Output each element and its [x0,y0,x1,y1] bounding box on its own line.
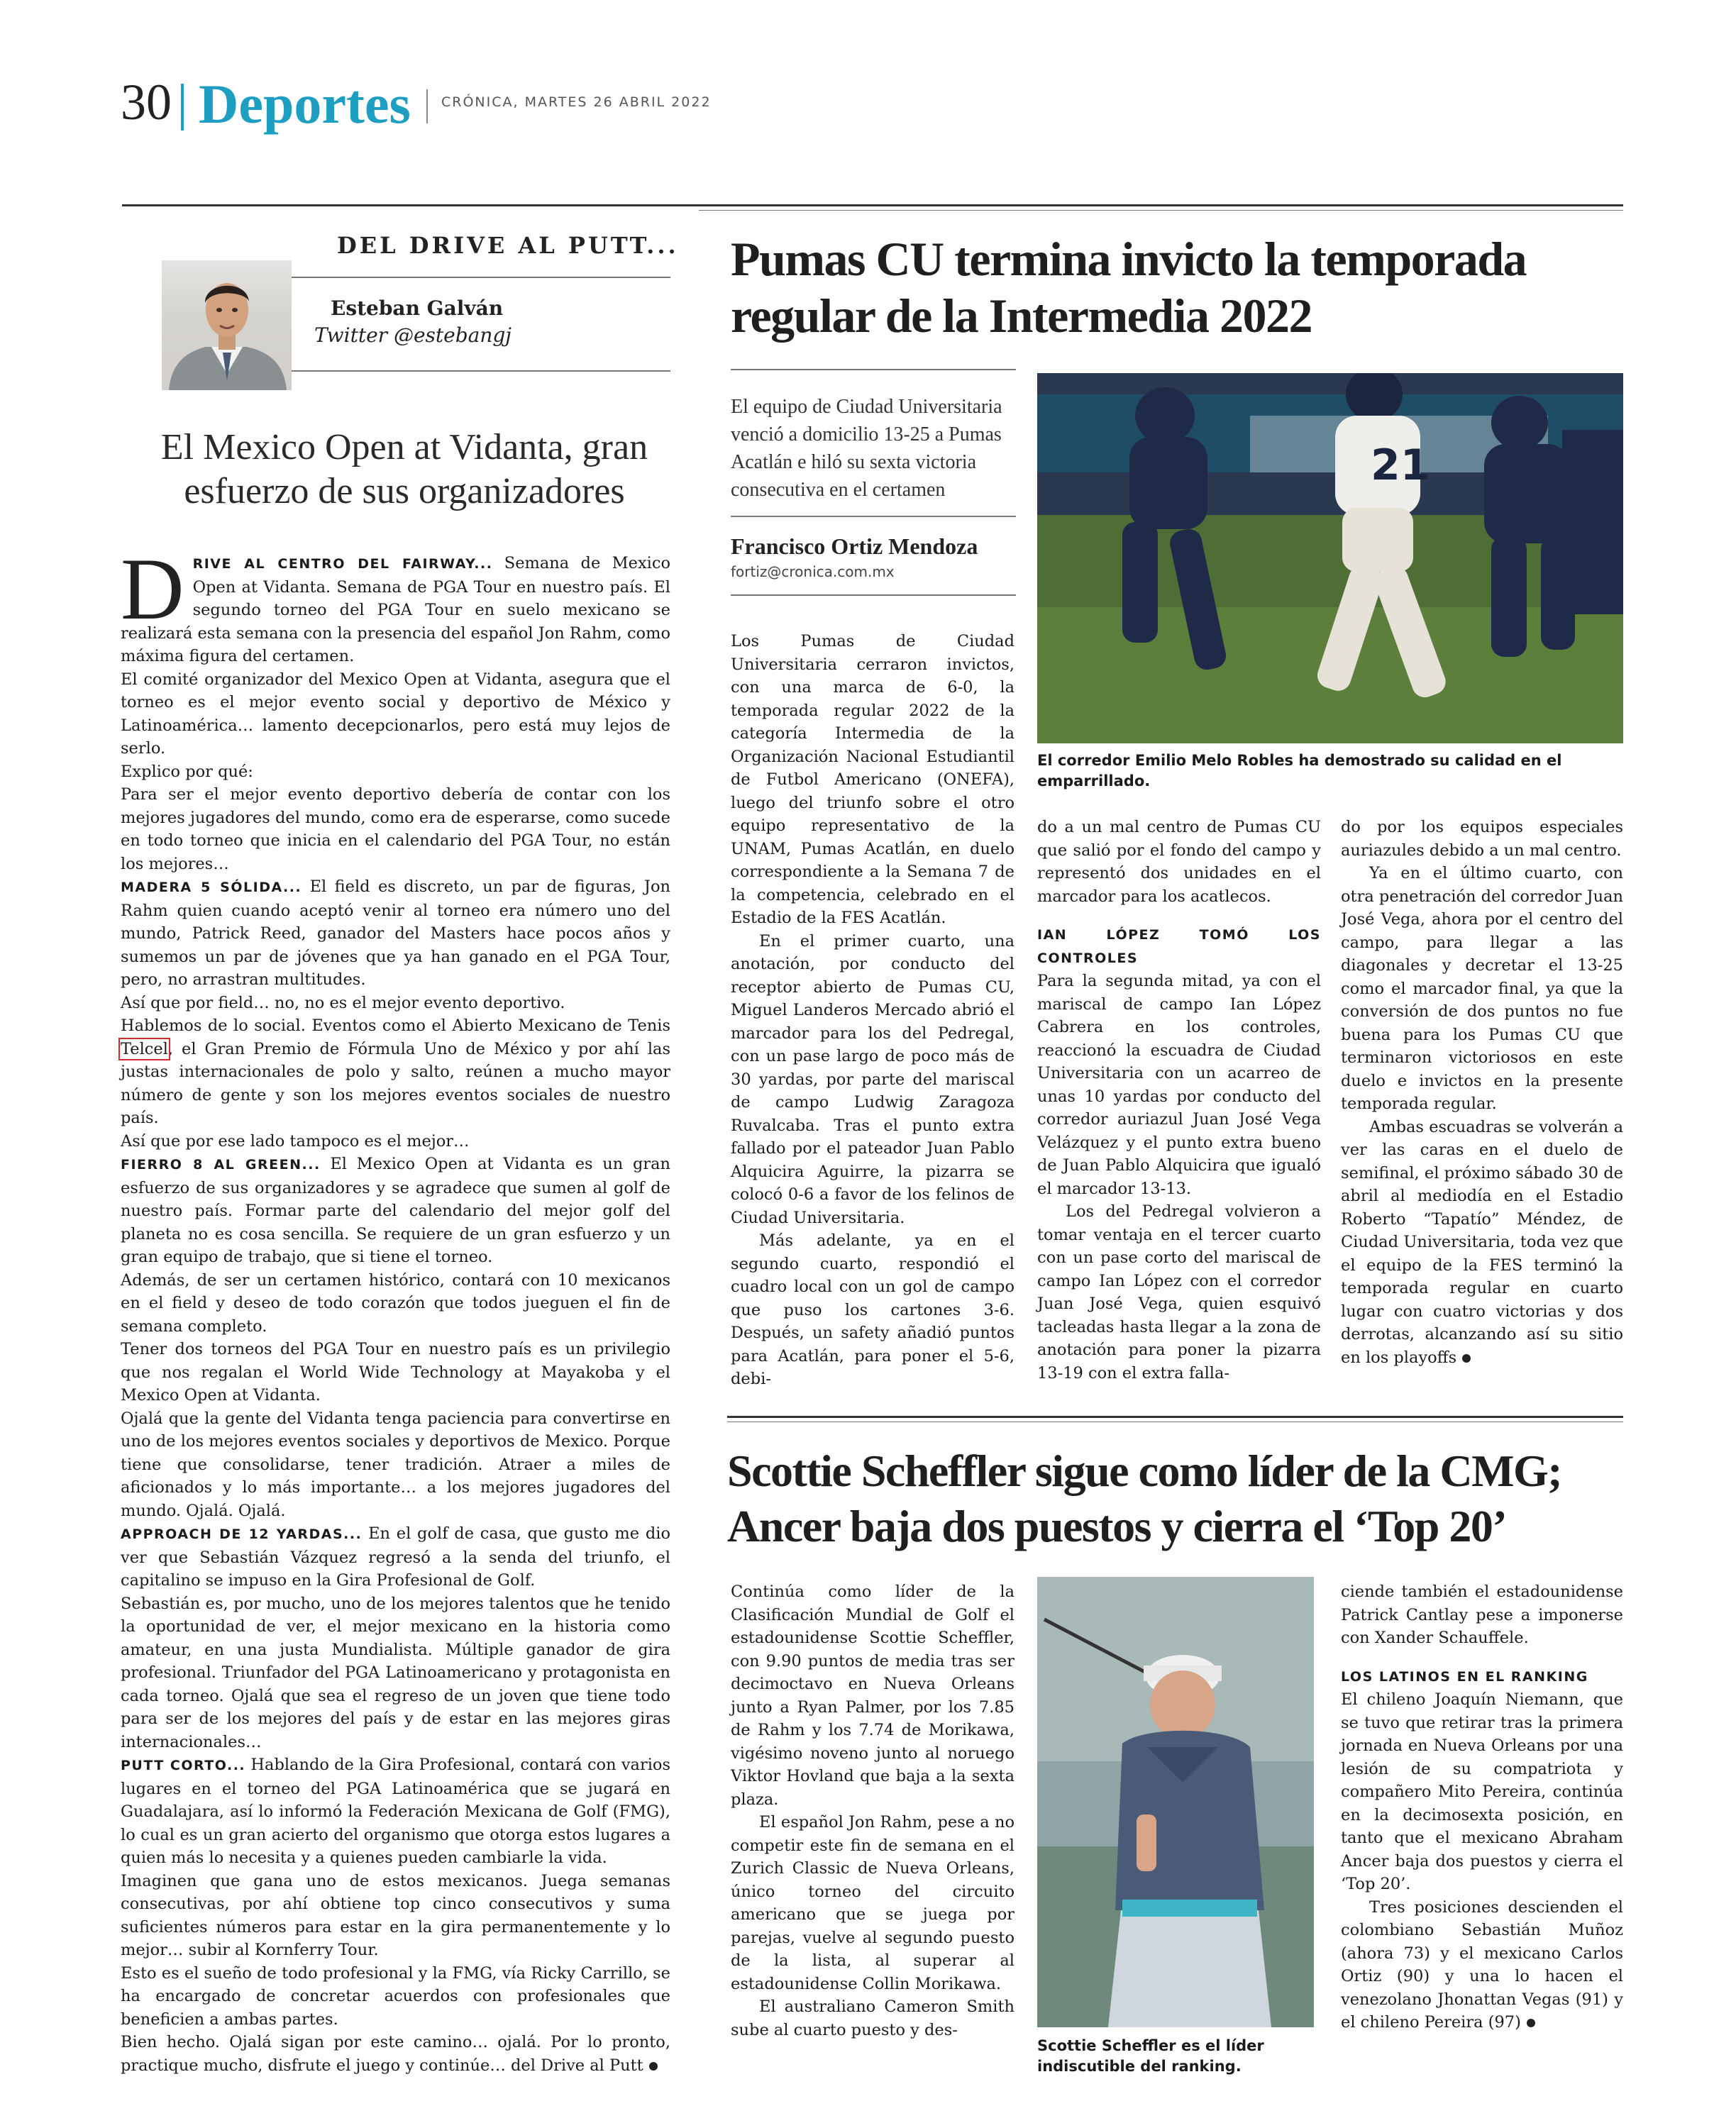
top-rule-thin [699,210,1623,211]
lead-in: PUTT CORTO... [121,1758,246,1773]
scheffler-col-1 [731,1580,1014,2041]
byline-rule [731,594,1016,596]
column-headline-line1: El Mexico Open at Vidanta, gran [160,427,648,467]
column-paragraph [121,1522,670,1592]
column-headline [128,426,681,514]
paragraph-text: Ambas escuadras se volverán a ver las caras en el duelo de semifinal, el próximo sábado 30 de abril al mediodía en el Estadio Roberto “Tapatío” Méndez, de Ciudad Universitaria, toda vez que el equipo de la FES terminó la temporada regular en cuarto lugar con cuatro victorias y dos derrotas, alcanzando así su sitio en los playoffs [1341,1117,1623,1367]
column-body [121,541,671,2077]
pumas-paragraph: do por los equipos especiales auriazules debido a un mal centro. [1341,818,1623,860]
end-mark-icon [1462,1354,1471,1363]
pumas-col-2 [1037,816,1321,1385]
scheffler-paragraph: El australiano Cameron Smith sube al cuarto puesto y des- [731,1997,1014,2039]
pumas-byline: Francisco Ortiz Mendoza [731,533,978,559]
pumas-paragraph: Para la segunda mitad, ya con el mariscal de campo Ian López Cabrera en los controles, reaccionó la escuadra de Ciudad Universitaria con un acarreo de unas 10 yardas por conducto del corredor auriazul Juan José Vega Velázquez y el punto extra bueno de Juan Pablo Alquicira que igualó el marcador 13-13. [1037,972,1321,1198]
column-headline-line2: esfuerzo de sus organizadores [184,471,625,511]
scheffler-photo [1037,1577,1314,2027]
scheffler-paragraph: El chileno Joaquín Niemann, que se tuvo que retirar tras la primera jornada en Nueva Orleans por una lesión de su compatriota y compañero Mito Pereira, continúa en la decimosexta posición, en tanto que el mexicano Abraham Ancer baja dos puestos y cierra el ‘Top 20’. [1341,1690,1623,1893]
pumas-headline-line2: regular de la Intermedia 2022 [731,289,1312,343]
lead-in: FIERRO 8 AL GREEN... [121,1157,321,1173]
scheffler-headline-line2: Ancer baja dos puestos y cierra el ‘Top 20’ [727,1501,1507,1551]
pumas-subhead: IAN LÓPEZ TOMÓ LOS CONTROLES [1037,927,1321,966]
paragraph-text: Bien hecho. Ojalá sigan por este camino… ojalá. Por lo pronto, practique mucho, disfrute el juego y continúe… del Drive al Putt [121,2033,670,2075]
svg-text:21: 21 [1371,440,1430,490]
pumas-paragraph: do a un mal centro de Pumas CU que salió por el fondo del campo y representó dos unidades en el marcador para los acatlecos. [1037,818,1321,906]
pumas-deck: El equipo de Ciudad Universitaria venció a domicilio 13-25 a Pumas Acatlán e hiló su sexta victoria consecutiva en el certamen [731,396,1002,501]
column-paragraph: Así que por ese lado tampoco es el mejor… [121,1131,470,1151]
page-number: 30 [121,74,172,131]
top-rule [122,204,1623,206]
paragraph-text: Semana de Mexico Open at Vidanta. Semana de PGA Tour en nuestro país. El segundo torneo del PGA Tour en suelo mexicano se realizará esta semana con la presencia del español Jon Rahm, como máxima figura del certamen. [121,554,670,665]
column-paragraph [121,2031,670,2077]
scheffler-paragraph [1341,1896,1623,2034]
scheffler-paragraph: Continúa como líder de la Clasificación Mundial de Golf el estadounidense Scottie Scheffler, con 9.90 puntos de media tras ser decimoctavo en Nueva Orleans junto a Ryan Palmer, por los 7.85 de Rahm y los 7.74 de Morikawa, vigésimo noveno junto al noruego Viktor Hovland que baja a la sexta plaza. [731,1583,1014,1809]
highlighted-word: Telcel [121,1039,168,1058]
pumas-photo-caption: El corredor Emilio Melo Robles ha demostrado su calidad en el emparrillado. [1037,752,1562,789]
end-mark-icon [649,2062,658,2071]
deck-rule-top [731,369,1016,370]
pumas-paragraph: Ya en el último cuarto, con otra penetración del corredor Juan José Vega, ahora por el centro del campo, para llegar a las diagonales y decretar el 13-25 como el marcador final, ya que la conversión de dos puntos no fue buena para los Pumas CU que terminaron victoriosos en este duelo e invictos en la presente temporada regular. [1341,864,1623,1113]
column-paragraph: Así que por field… no, no es el mejor evento deportivo. [121,993,565,1012]
author-photo [162,260,292,390]
dropcap: D [121,541,184,638]
scheffler-headline-line1: Scottie Scheffler sigue como líder de la CMG; [727,1446,1562,1496]
paragraph-text: El Mexico Open at Vidanta es un gran esfuerzo de sus organizadores y se agradece que sumen al golf de nuestro país. Formar parte del calendario del mejor golf del planeta no es cosa sencilla. Se requiere de un gran esfuerzo y un gran equipo de trabajo, que si tiene el torneo. [121,1155,671,1266]
paragraph-text: , el Gran Premio de Fórmula Uno de México y por ahí las justas internacionales de polo y salto, reúnen a mucho mayor número de gente y son los mejores eventos sociales de nuestro país. [121,1039,670,1127]
column-paragraph: Esto es el sueño de todo profesional y la FMG, vía Ricky Carrillo, se ha encargado de concretar acuerdos con profesionales que beneficien a ambas partes. [121,1963,670,2029]
scheffler-col-3 [1341,1580,1623,2034]
column-paragraph [121,1753,670,1870]
scheffler-headline [727,1443,1642,1554]
lead-in: MADERA 5 SÓLIDA... [121,880,302,895]
author-twitter: Twitter @estebangj [314,323,512,347]
pumas-paragraph [1341,1116,1623,1370]
pumas-headline-line1: Pumas CU termina invicto la temporada [731,232,1527,286]
column-paragraph: El comité organizador del Mexico Open at Vidanta, asegura que el torneo es el mejor evento social y deportivo de México y Latinoamérica… lamento decepcionarlos, pero está muy lejos de serlo. [121,670,670,758]
paragraph-text: En el golf de casa, que gusto me dio ver que Sebastián Vázquez regresó a la senda del triunfo, el capitalino se impuso en la Gira Profesional de Golf. [121,1524,670,1590]
paragraph-text: Hablando de la Gira Profesional, contará con varios lugares en el torneo del PGA Latinoamérica que se jugará en Guadalajara, así lo informó la Federación Mexicana de Golf (FMG), lo cual es un gran acierto del organismo que otorga estos lugares a quien más lo necesita y a quienes pueden cambiarle la vida. [121,1756,671,1867]
pumas-headline [731,231,1632,344]
column-paragraph: Ojalá que la gente del Vidanta tenga paciencia para convertirse en uno de los mejores eventos sociales y deportivos de Mexico. Porque tiene que consolidarse, tener tradición. Atraer a miles de aficionados y lo más importante… a los mejores jugadores del mundo. Ojalá. Ojalá. [121,1409,670,1520]
column-paragraph: Para ser el mejor evento deportivo debería de contar con los mejores jugadores del mundo, como era de esperarse, como sucede en todo torneo que inicia en el calendario del PGA Tour, no están los mejores… [121,785,670,873]
column-paragraph [121,1014,670,1130]
lead-in: RIVE AL CENTRO DEL FAIRWAY... [192,556,493,572]
paragraph-text: El field es discreto, un par de figuras, Jon Rahm quien cuando aceptó venir al torneo era número uno del mundo, Patrick Reed, ganador del Masters hace pocos años y sumemos un par de jóvenes que ya han ganado en el PGA Tour, pero, no arrastran multitudes. [121,877,670,989]
column-paragraph [121,541,670,668]
column-paragraph: Imaginen que gana uno de estos mexicanos. Juega semanas consecutivas, por ahí obtiene top cinco consecutivos y suma suficientes números para estar en la gira permanentemente y lo mejor… subir al Kornferry Tour. [121,1871,670,1959]
section-divider [181,84,184,131]
pumas-col-1 [731,630,1014,1391]
column-paragraph: Además, de ser un certamen histórico, contará con 10 mexicanos en el field y deseo de todo corazón que todos jueguen el fin de semana completo. [121,1270,670,1336]
pumas-col-3 [1341,816,1623,1369]
scheffler-photo-caption: Scottie Scheffler es el líder indiscutible del ranking. [1037,2037,1264,2075]
paragraph-text: Hablemos de lo social. Eventos como el Abierto Mexicano de Tenis [121,1016,670,1035]
dateline-divider [426,89,428,123]
pumas-paragraph: Los Pumas de Ciudad Universitaria cerraron invictos, con una marca de 6-0, la temporada regular 2022 de la categoría Intermedia de la Organización Nacional Estudiantil de Futbol Americano (ONEFA), luego del triunfo sobre el otro equipo representativo de la UNAM, Pumas Acatlán, en duelo correspondiente a la Semana 7 de la competencia, celebrado en el Estadio de la FES Acatlán. [731,632,1014,927]
pumas-photo [1037,373,1623,743]
column-paragraph [121,1153,670,1269]
column-paragraph: Sebastián es, por mucho, uno de los mejores talentos que he tenido la oportunidad de ver, el mejor mexicano en la historia como amateur, en una justa Mundialista. Múltiple ganador de gira profesional. Triunfador del PGA Latinoamericano y protagonista en cada torneo. Ojalá que sea el regreso de un joven que tiene todo para ser de los mejores del país y de estar en las mejores giras internacionales… [121,1594,670,1751]
pumas-paragraph: Más adelante, ya en el segundo cuarto, respondió el cuadro local con un gol de campo que puso los cartones 3-6. Después, un safety añadió puntos para Acatlán, para poner el 5-6, debi- [731,1231,1014,1388]
deck-rule-bottom [731,516,1016,517]
column-kicker: DEL DRIVE AL PUTT... [337,232,679,259]
pumas-paragraph: Los del Pedregal volvieron a tomar ventaja en el tercer cuarto con un pase corto del mariscal de campo Ian López con el corredor Juan José Vega, quien esquivó tacleadas hasta llegar a la zona de anotación para poner la pizarra 13-19 con el extra falla- [1037,1202,1321,1382]
scheffler-paragraph: ciende también el estadounidense Patrick Cantlay pese a imponerse con Xander Schauffele. [1341,1583,1623,1647]
lead-in: APPROACH DE 12 YARDAS... [121,1526,363,1542]
author-rule [292,370,670,372]
column-paragraph: Tener dos torneos del PGA Tour en nuestro país es un privilegio que nos regalan el World Wide Technology at Mayakoba y el Mexico Open at Vidanta. [121,1340,670,1404]
pumas-paragraph: En el primer cuarto, una anotación, por conducto del receptor abierto de Pumas CU, Miguel Landeros Mercado abrió el marcador para los del Pedregal, con un pase largo de poco más de 30 yardas, por parte del mariscal de campo Ludwig Zaragoza Ruvalcaba. Tras el punto extra fallado por el pateador Juan Pablo Alquicira Aguirre, la pizarra se colocó 0-6 a favor de los felinos de Ciudad Universitaria. [731,931,1014,1227]
dateline: CRÓNICA, MARTES 26 ABRIL 2022 [441,94,712,110]
section-title: Deportes [199,73,411,135]
pumas-email: fortiz@cronica.com.mx [731,563,895,580]
paragraph-text: Tres posiciones descienden el colombiano Sebastián Muñoz (ahora 73) y el mexicano Carlos Ortiz (90) y una lo hacen el venezolano Jhonattan Vegas (91) y el chileno Pereira (97) [1341,1897,1623,2032]
column-paragraph: Explico por qué: [121,762,253,781]
article-divider [727,1416,1623,1418]
author-name: Esteban Galván [331,297,504,320]
end-mark-icon [1527,2019,1535,2027]
column-paragraph [121,875,670,992]
scheffler-paragraph: El español Jon Rahm, pese a no competir este fin de semana en el Zurich Classic de Nueva Orleans, único torneo del circuito americano que se juega por parejas, vuelve al segundo puesto de la lista, al superar al estadounidense Collin Morikawa. [731,1813,1014,1993]
scheffler-subhead: LOS LATINOS EN EL RANKING [1341,1668,1588,1685]
